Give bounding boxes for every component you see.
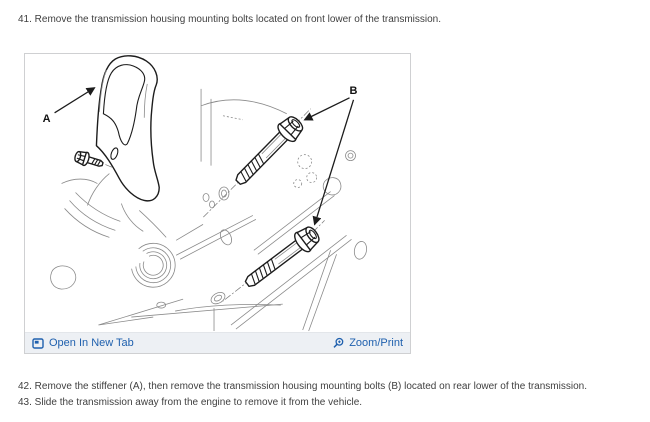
figure-footer-bar [25,332,410,353]
callout-arrow-b-lower [315,100,354,225]
callout-arrow-b-upper [305,98,350,120]
mounting-bolt-upper [230,113,307,191]
step-43-text: 43. Slide the transmission away from the engine to remove it from the vehicle. [18,397,363,408]
mount-recess [122,234,184,296]
zoom-print-link[interactable] [332,337,403,349]
step-42-text: 42. Remove the stiffener (A), then remove the transmission housing mounting bolts (B) located on rear lower of the transmission. [18,381,587,392]
diagram-svg [25,54,410,332]
transmission-diagram [25,54,410,332]
zoom-print-label: Zoom/Print [349,337,403,349]
figure-box [24,53,411,354]
label-a: A [42,112,51,125]
stiffener-bracket [96,56,159,201]
magnifier-icon [332,337,344,349]
open-in-new-tab-link[interactable] [32,337,134,349]
stiffener-bolt [73,149,104,170]
mounting-bolt-lower [240,223,323,293]
step-41-text: 41. Remove the transmission housing mounting bolts located on front lower of the transmission. [18,14,441,25]
callout-arrow-a [55,88,95,113]
label-b: B [349,84,358,97]
new-tab-icon [32,337,44,349]
open-in-new-tab-label: Open In New Tab [49,337,134,349]
